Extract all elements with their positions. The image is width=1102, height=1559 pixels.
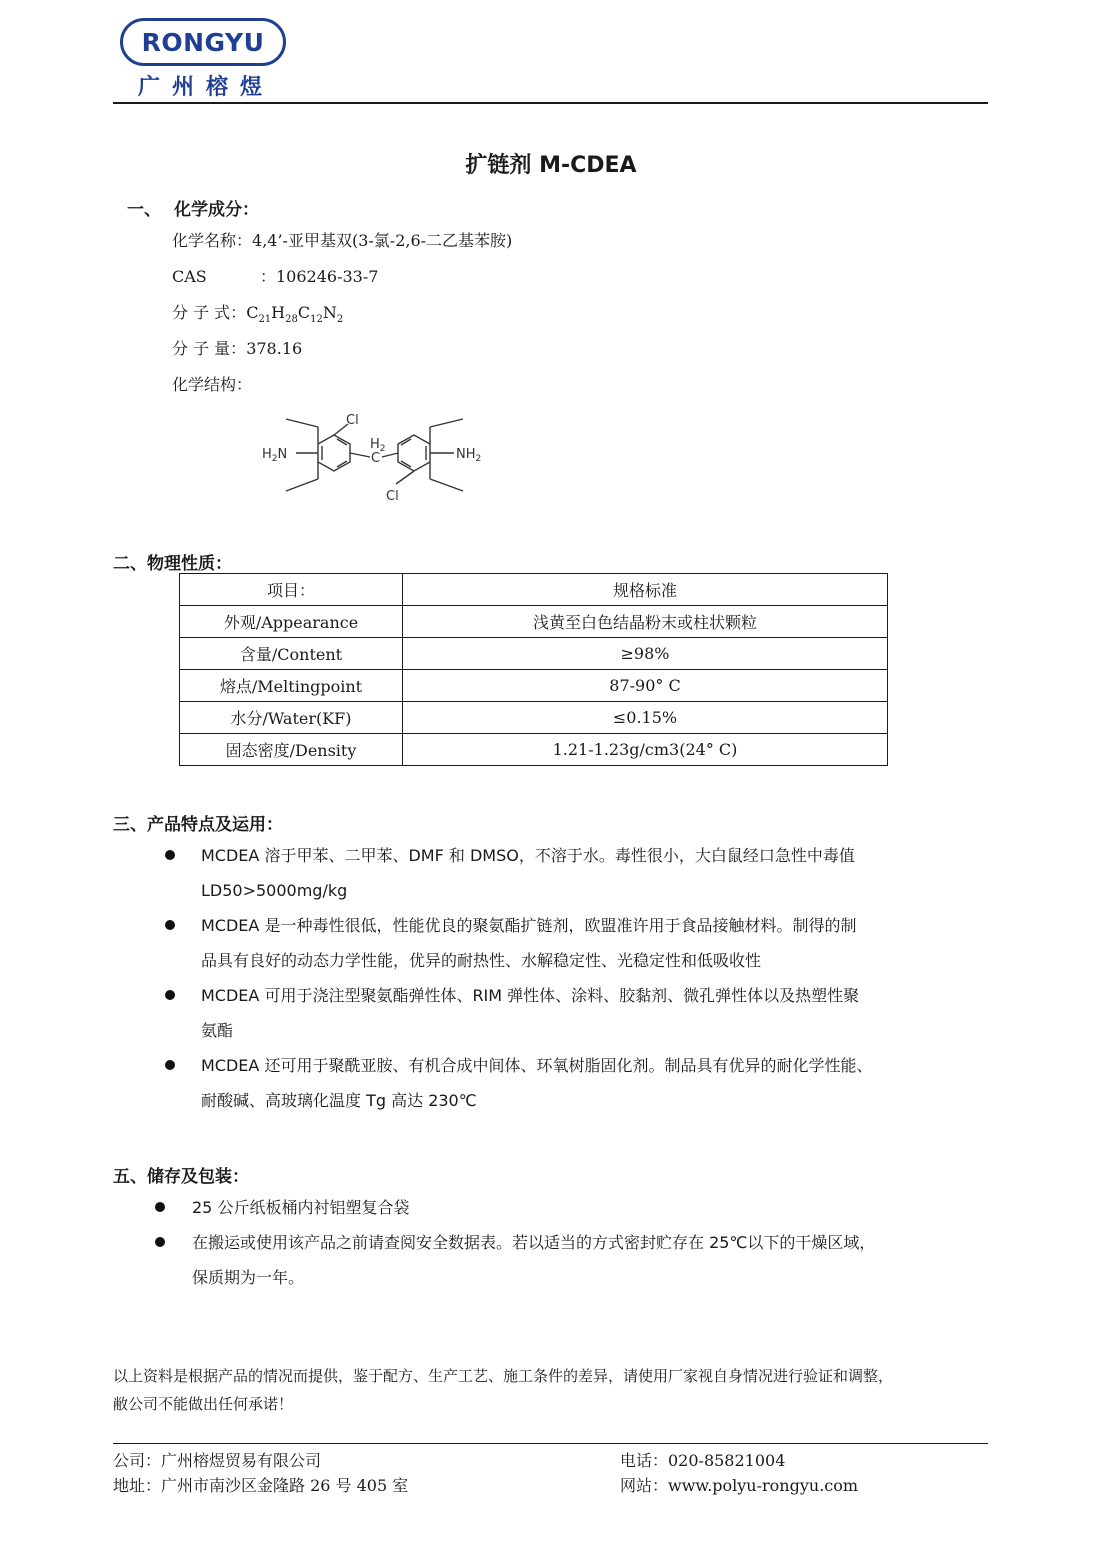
footer-phone: 电话：020-85821004 <box>620 1451 786 1470</box>
atom-cl-bottom: Cl <box>386 489 399 504</box>
bullet-icon <box>165 990 175 1000</box>
disclaimer-line1: 以上资料是根据产品的情况而提供，鉴于配方、生产工艺、施工条件的差异，请使用厂家视自身情况进行验证和调整， <box>113 1367 894 1385</box>
feature-bullet-4-line1: MCDEA 还可用于聚酰亚胺、有机合成中间体、环氧树脂固化剂。制品具有优异的耐化学性能、 <box>201 1056 873 1075</box>
mw-value: 378.16 <box>246 339 303 358</box>
logo-text-cn: 广州榕煜 <box>138 75 275 100</box>
cas-row <box>172 264 378 287</box>
structure-row <box>172 372 252 395</box>
header-divider <box>113 102 988 104</box>
feature-bullet-4-line2: 耐酸碱、高玻璃化温度 Tg 高达 230℃ <box>201 1091 477 1110</box>
feature-bullet-1-line1: MCDEA 溶于甲苯、二甲苯、DMF 和 DMSO，不溶于水。毒性很小，大白鼠经口急性中毒值 <box>201 846 855 865</box>
feature-bullet-1-line2: LD50>5000mg/kg <box>201 881 348 900</box>
section1-heading: 化学成分： <box>174 200 259 220</box>
storage-bullet-2-line2: 保质期为一年。 <box>192 1268 305 1287</box>
storage-bullet-2-line1: 在搬运或使用该产品之前请查阅安全数据表。若以适当的方式密封贮存在 25℃以下的干燥区域， <box>192 1233 876 1252</box>
mw-label: 分 子 量： <box>172 339 247 358</box>
table-header-row <box>180 574 888 606</box>
feature-bullet-3-line1: MCDEA 可用于浇注型聚氨酯弹性体、RIM 弹性体、涂料、胶黏剂、微孔弹性体以及热塑性聚 <box>201 986 860 1005</box>
logo-text-en: RONGYU <box>141 27 265 57</box>
table-row <box>180 606 888 638</box>
chem-name-value: 4,4’-亚甲基双(3-氯-2,6-二乙基苯胺) <box>252 231 513 250</box>
section2-heading: 二、物理性质： <box>113 554 232 574</box>
table-row <box>180 734 888 766</box>
table-cell: 1.21-1.23g/cm3(24° C) <box>403 734 888 766</box>
formula-label: 分 子 式： <box>172 303 247 322</box>
chem-name-row <box>172 228 512 251</box>
table-cell: 水分/Water(KF) <box>180 702 403 734</box>
table-header-cell: 项目： <box>180 574 403 606</box>
table-cell: ≤0.15% <box>403 702 888 734</box>
section1-number: 一、 <box>127 200 161 220</box>
molecular-formula: $C_{21}H_{28}C_{12}N_2$ <box>246 303 344 326</box>
table-row <box>180 670 888 702</box>
company-logo <box>120 18 290 102</box>
atom-nh2: $NH_2$ <box>456 447 482 464</box>
section5-heading: 五、储存及包装： <box>113 1167 249 1187</box>
bullet-icon <box>155 1202 165 1212</box>
formula-row <box>172 300 343 325</box>
logo-badge <box>120 18 286 66</box>
document-title: 扩链剂 M-CDEA <box>465 153 637 178</box>
table-cell: 浅黄至白色结晶粉末或柱状颗粒 <box>403 606 888 638</box>
table-cell: 87-90° C <box>403 670 888 702</box>
atom-c-bridge: C <box>371 451 381 466</box>
bullet-icon <box>165 850 175 860</box>
atom-h2n: $H_2N$ <box>262 447 288 464</box>
table-row <box>180 702 888 734</box>
atom-h2: $H_2$ <box>370 437 386 454</box>
bullet-icon <box>155 1237 165 1247</box>
footer-company: 公司：广州榕煜贸易有限公司 <box>113 1451 322 1470</box>
bullet-icon <box>165 1060 175 1070</box>
properties-table <box>179 573 888 766</box>
storage-bullet-1: 25 公斤纸板桶内衬铝塑复合袋 <box>192 1198 410 1217</box>
footer-address: 地址：广州市南沙区金隆路 26 号 405 室 <box>113 1476 409 1495</box>
cas-value: ：106246-33-7 <box>260 267 379 286</box>
disclaimer <box>113 1362 993 1418</box>
bullet-icon <box>165 920 175 930</box>
table-row <box>180 638 888 670</box>
table-cell: 含量/Content <box>180 638 403 670</box>
disclaimer-line2: 敝公司不能做出任何承诺！ <box>113 1395 294 1413</box>
feature-bullet-2-line1: MCDEA 是一种毒性很低，性能优良的聚氨酯扩链剂，欧盟准许用于食品接触材料。制得的制 <box>201 916 857 935</box>
table-cell: 熔点/Meltingpoint <box>180 670 403 702</box>
feature-bullet-3-line2: 氨酯 <box>201 1021 234 1040</box>
feature-bullet-2-line2: 品具有良好的动态力学性能，优异的耐热性、水解稳定性、光稳定性和低吸收性 <box>201 951 762 970</box>
structure-label: 化学结构： <box>172 375 253 394</box>
footer-website[interactable]: 网站：www.polyu-rongyu.com <box>620 1476 859 1495</box>
table-cell: ≥98% <box>403 638 888 670</box>
chem-name-label: 化学名称： <box>172 231 253 250</box>
mw-row <box>172 336 302 359</box>
footer-divider <box>113 1443 988 1444</box>
atom-cl-top: Cl <box>346 413 359 428</box>
table-header-cell: 规格标准 <box>403 574 888 606</box>
cas-label: CAS <box>172 267 207 286</box>
section3-heading: 三、产品特点及运用： <box>113 815 283 835</box>
chemical-structure <box>238 402 528 508</box>
table-cell: 外观/Appearance <box>180 606 403 638</box>
table-cell: 固态密度/Density <box>180 734 403 766</box>
